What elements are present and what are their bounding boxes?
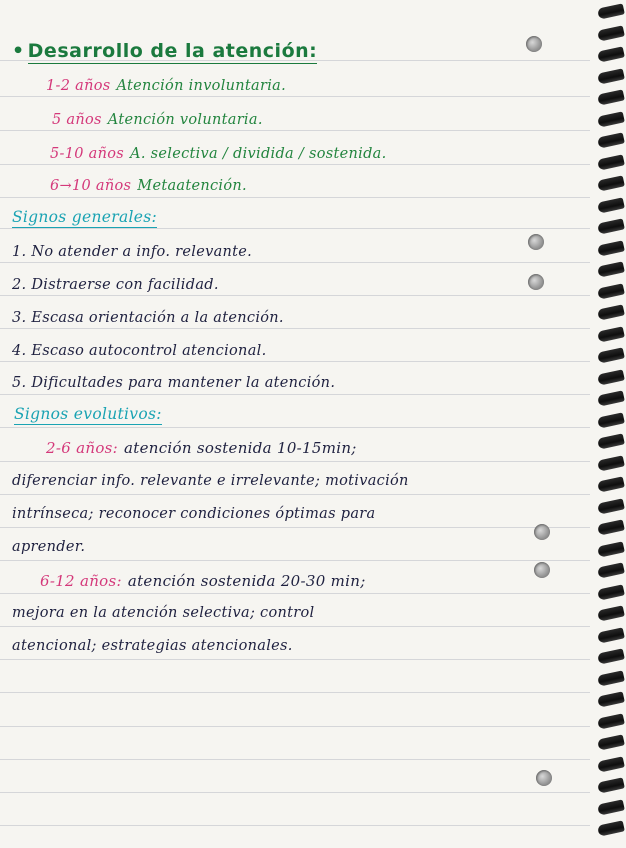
spiral-coil	[597, 68, 625, 84]
spiral-coil	[597, 627, 625, 643]
ruled-line	[0, 792, 590, 793]
punch-hole	[528, 234, 544, 250]
general-sign-item: 5. Dificultades para mantener la atención.	[12, 375, 336, 391]
spiral-coil	[597, 670, 625, 686]
spiral-coil	[597, 347, 625, 363]
general-heading-text: Signos generales:	[12, 208, 158, 226]
spiral-coil	[597, 756, 625, 772]
general-sign-item: 4. Escaso autocontrol atencional.	[12, 343, 267, 359]
spiral-coil	[597, 691, 625, 707]
spiral-coil	[597, 390, 625, 406]
spiral-coil	[597, 820, 625, 836]
ruled-line	[0, 461, 590, 462]
spiral-coil	[597, 240, 625, 256]
evolutive-text: diferenciar info. relevante e irrelevante; motivación	[12, 473, 409, 489]
ruled-line	[0, 328, 590, 329]
evolutive-text: atención sostenida 20-30 min;	[127, 572, 366, 590]
ruled-line	[0, 659, 590, 660]
spiral-coil	[597, 605, 625, 621]
evolutive-text: aprender.	[12, 539, 86, 555]
ruled-line	[0, 626, 590, 627]
stage-age: 5 años	[52, 112, 102, 128]
spiral-coil	[597, 433, 625, 449]
title-text: Desarrollo de la atención:	[27, 40, 318, 62]
stage-text: Metaatención.	[137, 178, 247, 194]
general-sign-item: 3. Escasa orientación a la atención.	[12, 310, 284, 326]
spiral-coil	[597, 412, 625, 428]
spiral-coil	[597, 519, 625, 535]
ruled-line	[0, 394, 590, 395]
spiral-coil	[597, 799, 625, 815]
general-signs-heading	[12, 208, 157, 226]
stage-line	[50, 178, 247, 194]
spiral-coil	[597, 584, 625, 600]
evolutive-age: 6-12 años:	[40, 572, 122, 590]
evolutive-text: atención sostenida 10-15min;	[124, 439, 357, 457]
spiral-coil	[597, 541, 625, 557]
spiral-coil	[597, 218, 625, 234]
ruled-line	[0, 295, 590, 296]
spiral-coil	[597, 111, 625, 127]
ruled-line	[0, 825, 590, 826]
ruled-line	[0, 726, 590, 727]
spiral-coil	[597, 154, 625, 170]
evolutive-text: mejora en la atención selectiva; control	[12, 605, 315, 621]
spiral-coil	[597, 25, 625, 41]
spiral-coil	[597, 562, 625, 578]
stage-age: 5-10 años	[50, 146, 125, 162]
stage-text: Atención voluntaria.	[107, 112, 263, 128]
ruled-line	[0, 427, 590, 428]
spiral-coil	[597, 713, 625, 729]
evolutive-age: 2-6 años:	[46, 439, 119, 457]
stage-text: Atención involuntaria.	[116, 78, 287, 94]
ruled-line	[0, 130, 590, 131]
evolutive-text: atencional; estrategias atencionales.	[12, 638, 293, 654]
evolutive-heading-text: Signos evolutivos:	[14, 405, 162, 423]
stage-line	[52, 112, 263, 128]
spiral-coil	[597, 261, 625, 277]
punch-hole	[526, 36, 542, 52]
ruled-line	[0, 262, 590, 263]
punch-hole	[534, 524, 550, 540]
spiral-coil	[597, 89, 625, 105]
ruled-line	[0, 560, 590, 561]
spiral-coil	[597, 132, 625, 148]
punch-hole	[528, 274, 544, 290]
spiral-coil	[597, 476, 625, 492]
punch-hole	[534, 562, 550, 578]
stage-text: A. selectiva / dividida / sostenida.	[130, 146, 387, 162]
evolutive-text: intrínseca; reconocer condiciones óptimas para	[12, 506, 376, 522]
general-sign-item: 1. No atender a info. relevante.	[12, 244, 253, 260]
evolutive-line	[40, 572, 366, 590]
spiral-coil	[597, 46, 625, 62]
spiral-coil	[597, 304, 625, 320]
spiral-coil	[597, 734, 625, 750]
stage-age: 1-2 años	[46, 78, 111, 94]
spiral-coil	[597, 3, 625, 19]
general-sign-item: 2. Distraerse con facilidad.	[12, 277, 219, 293]
stage-age: 6→10 años	[50, 178, 132, 194]
ruled-line	[0, 692, 590, 693]
ruled-line	[0, 164, 590, 165]
spiral-coil	[597, 369, 625, 385]
stage-line	[50, 146, 387, 162]
spiral-coil	[597, 648, 625, 664]
ruled-line	[0, 494, 590, 495]
ruled-line	[0, 197, 590, 198]
ruled-line	[0, 96, 590, 97]
spiral-coil	[597, 498, 625, 514]
ruled-line	[0, 228, 590, 229]
ruled-line	[0, 527, 590, 528]
spiral-binding	[592, 0, 626, 848]
evolutive-line	[46, 439, 357, 457]
spiral-coil	[597, 326, 625, 342]
page-title	[12, 40, 317, 62]
spiral-coil	[597, 283, 625, 299]
ruled-line	[0, 593, 590, 594]
spiral-coil	[597, 777, 625, 793]
ruled-line	[0, 759, 590, 760]
spiral-coil	[597, 175, 625, 191]
punch-hole	[536, 770, 552, 786]
bullet-icon: •	[12, 40, 25, 62]
spiral-coil	[597, 455, 625, 471]
stage-line	[46, 78, 286, 94]
ruled-line	[0, 361, 590, 362]
evolutive-signs-heading	[14, 405, 162, 423]
spiral-coil	[597, 197, 625, 213]
